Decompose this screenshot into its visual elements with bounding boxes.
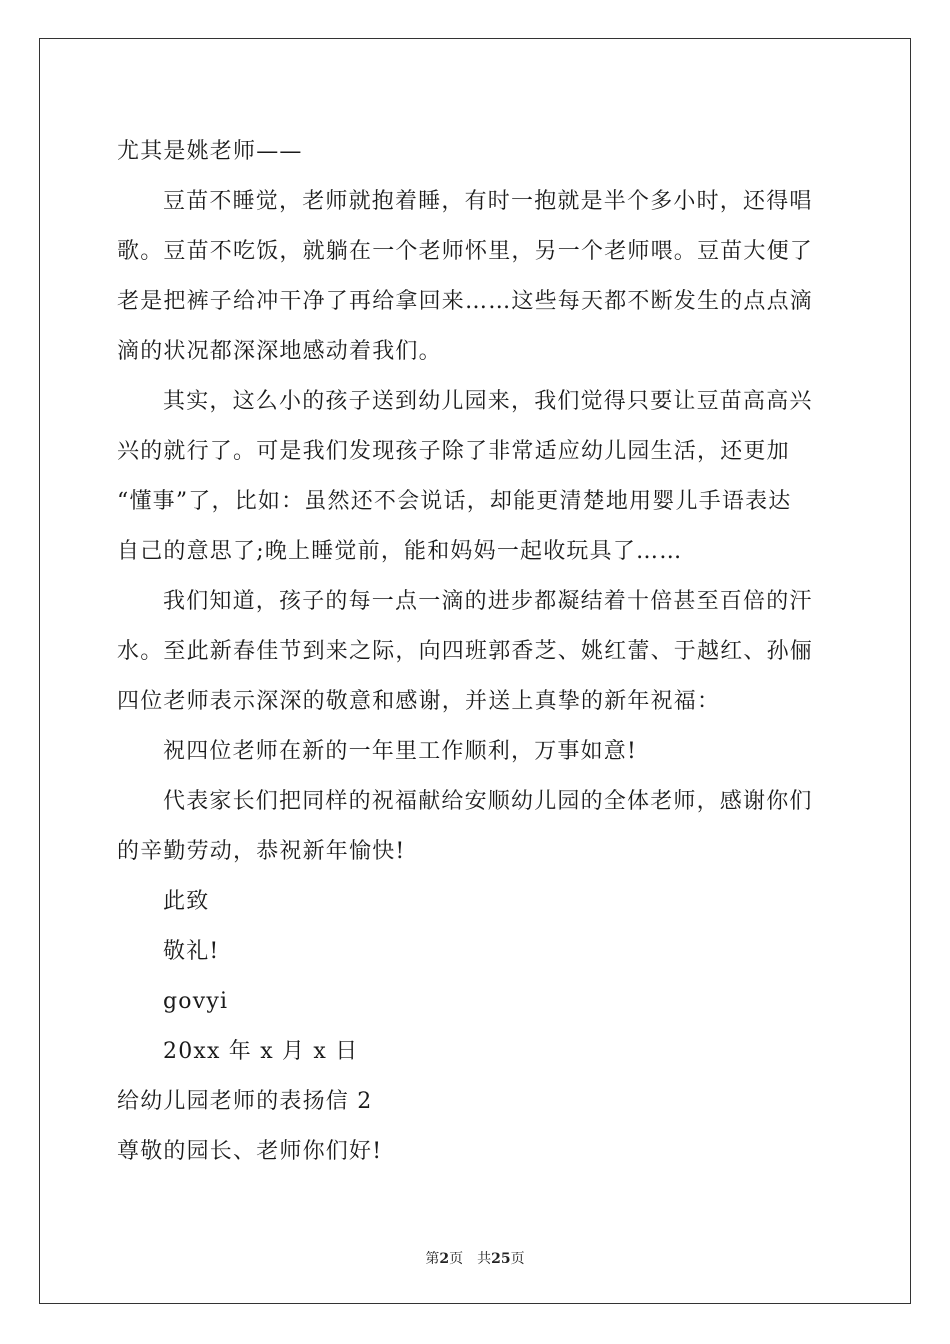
- signature: govyi: [163, 989, 229, 1014]
- text-line: 兴的就行了。可是我们发现孩子除了非常适应幼儿园生活，还更加: [117, 439, 790, 464]
- text-line: 的辛勤劳动，恭祝新年愉快!: [117, 839, 406, 864]
- section-title: 给幼儿园老师的表扬信 2: [117, 1089, 373, 1114]
- text-line: 滴的状况都深深地感动着我们。: [117, 339, 442, 364]
- page-prefix: 第: [425, 1251, 440, 1267]
- page-current: 2: [439, 1251, 450, 1267]
- page-total: 25: [491, 1251, 511, 1267]
- text-line: 水。至此新春佳节到来之际，向四班郭香芝、姚红蕾、于越红、孙俪: [117, 639, 814, 664]
- text-line: 老是把裤子给冲干净了再给拿回来……这些每天都不断发生的点点滴: [117, 289, 814, 314]
- text-line: 豆苗不睡觉，老师就抱着睡，有时一抱就是半个多小时，还得唱: [163, 189, 813, 214]
- greeting-line: 尊敬的园长、老师你们好!: [117, 1139, 383, 1164]
- closing-regards: 敬礼!: [163, 939, 220, 964]
- date-line: 20xx 年 x 月 x 日: [163, 1039, 359, 1064]
- total-suffix: 页: [510, 1251, 525, 1267]
- text-line: 歌。豆苗不吃饭，就躺在一个老师怀里，另一个老师喂。豆苗大便了: [117, 239, 814, 264]
- text-line: “懂事”了，比如：虽然还不会说话，却能更清楚地用婴儿手语表达: [117, 489, 792, 514]
- text-line: 尤其是姚老师——: [117, 139, 303, 164]
- text-line: 祝四位老师在新的一年里工作顺利，万事如意!: [163, 739, 638, 764]
- text-line: 代表家长们把同样的祝福献给安顺幼儿园的全体老师，感谢你们: [163, 789, 813, 814]
- document-body: [117, 127, 833, 1177]
- page-suffix: 页: [449, 1251, 464, 1267]
- closing-salutation: 此致: [163, 889, 210, 914]
- page-footer: [0, 1248, 950, 1268]
- text-line: 其实，这么小的孩子送到幼儿园来，我们觉得只要让豆苗高高兴: [163, 389, 813, 414]
- text-line: 自己的意思了;晚上睡觉前，能和妈妈一起收玩具了……: [117, 539, 683, 564]
- total-prefix: 共: [477, 1251, 492, 1267]
- text-line: 我们知道，孩子的每一点一滴的进步都凝结着十倍甚至百倍的汗: [163, 589, 813, 614]
- text-line: 四位老师表示深深的敬意和感谢，并送上真挚的新年祝福：: [117, 689, 721, 714]
